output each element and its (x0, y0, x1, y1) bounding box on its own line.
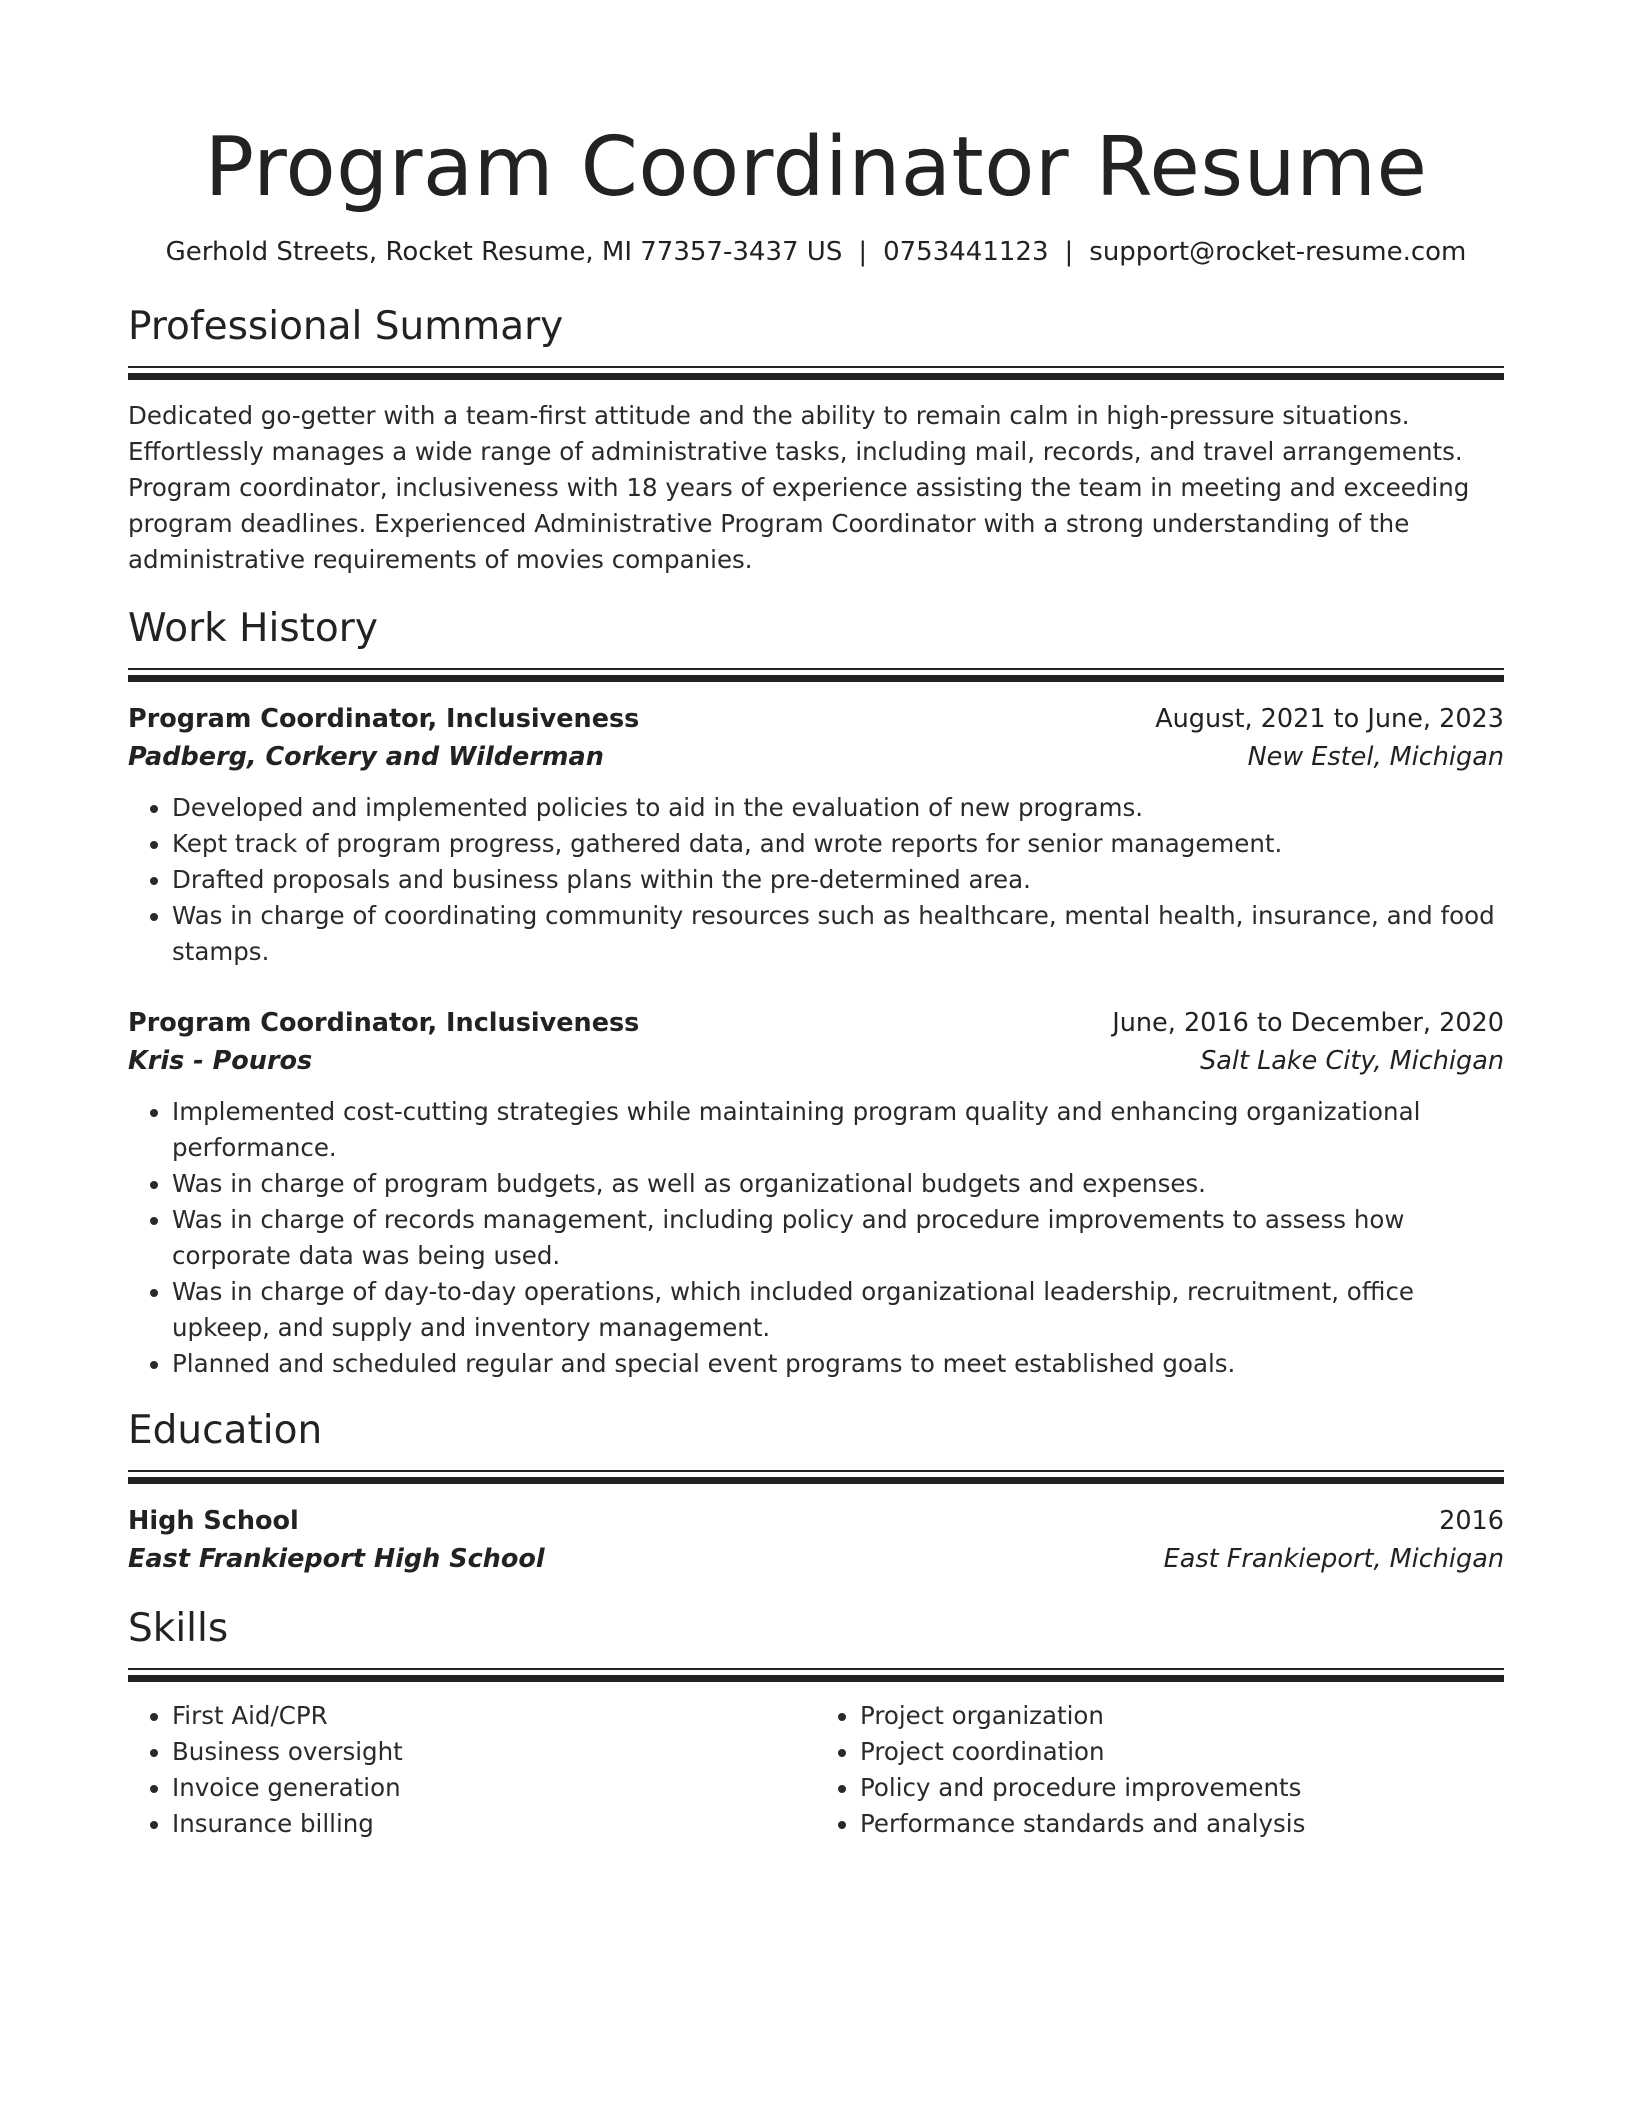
job-title: Program Coordinator, Inclusiveness (128, 704, 640, 734)
skill-item: • Project coordination (860, 1734, 1504, 1770)
job-dates: June, 2016 to December, 2020 (1112, 1008, 1504, 1038)
skills-section (128, 1604, 1504, 1842)
skill-item: • Policy and procedure improvements (860, 1770, 1504, 1806)
education-year: 2016 (1439, 1506, 1504, 1536)
page-title: Program Coordinator Resume (204, 120, 1428, 215)
skills-grid (128, 1698, 1504, 1842)
skills-list (128, 1698, 816, 1842)
education-section (128, 1406, 1504, 1578)
job-employer-row (128, 738, 1504, 776)
section-heading-summary: Professional Summary (128, 304, 564, 349)
skill-item: • Invoice generation (172, 1770, 816, 1806)
skill-item: • Project organization (860, 1698, 1504, 1734)
section-heading-work: Work History (128, 606, 378, 651)
contact-separator: | (1064, 237, 1074, 267)
job-bullet: • Was in charge of program budgets, as well as organizational budgets and expenses. (172, 1166, 1504, 1202)
contact-phone: 0753441123 (883, 237, 1049, 267)
job-bullet: • Was in charge of day-to-day operations, which included organizational leadership, recruitment, office upkeep, and supply and inventory management. (172, 1274, 1504, 1346)
resume-page (128, 0, 1504, 1842)
section-heading-skills: Skills (128, 1606, 229, 1651)
summary-text: Dedicated go-getter with a team-first attitude and the ability to remain calm in high-pressure situations. Effortlessly manages a wide range of administrative tasks, including mail, records, and travel arrangements. Program coordinator, inclusiveness with 18 years of experience assisting the team in meeting and exceeding program deadlines. Experienced Administrative Program Coordinator with a strong understanding of the administrative requirements of movies companies. (128, 401, 1470, 574)
skills-list (816, 1698, 1504, 1842)
job-entry (128, 700, 1504, 970)
job-bullet-list (128, 1094, 1504, 1382)
job-bullet: • Developed and implemented policies to aid in the evaluation of new programs. (172, 790, 1504, 826)
section-divider (128, 668, 1504, 682)
job-location: New Estel, Michigan (1247, 742, 1504, 772)
job-employer: Padberg, Corkery and Wilderman (128, 742, 604, 772)
contact-address: Gerhold Streets, Rocket Resume, MI 77357-3437 US (165, 237, 843, 267)
job-bullet: • Implemented cost-cutting strategies while maintaining program quality and enhancing organizational performance. (172, 1094, 1504, 1166)
professional-summary-section (128, 302, 1504, 578)
education-school: East Frankieport High School (128, 1544, 545, 1574)
job-entry (128, 1004, 1504, 1382)
skills-column-left (128, 1698, 816, 1842)
skill-item: • Insurance billing (172, 1806, 816, 1842)
contact-separator: | (858, 237, 868, 267)
section-divider (128, 1470, 1504, 1484)
job-bullet: • Kept track of program progress, gathered data, and wrote reports for senior management. (172, 826, 1504, 862)
job-bullet: • Was in charge of records management, including policy and procedure improvements to assess how corporate data was being used. (172, 1202, 1504, 1274)
job-employer-row (128, 1042, 1504, 1080)
job-bullet-list (128, 790, 1504, 970)
job-title: Program Coordinator, Inclusiveness (128, 1008, 640, 1038)
contact-email: support@rocket-resume.com (1089, 237, 1467, 267)
job-bullet: • Was in charge of coordinating community resources such as healthcare, mental health, insurance, and food stamps. (172, 898, 1504, 970)
section-heading-education: Education (128, 1408, 323, 1453)
job-header-row (128, 700, 1504, 738)
work-history-section (128, 604, 1504, 1382)
job-bullet: • Planned and scheduled regular and special event programs to meet established goals. (172, 1346, 1504, 1382)
education-degree: High School (128, 1506, 299, 1536)
education-location: East Frankieport, Michigan (1163, 1544, 1504, 1574)
contact-line (128, 234, 1504, 270)
job-dates: August, 2021 to June, 2023 (1155, 704, 1504, 734)
skill-item: • Business oversight (172, 1734, 816, 1770)
section-divider (128, 366, 1504, 380)
job-location: Salt Lake City, Michigan (1200, 1046, 1504, 1076)
job-employer: Kris - Pouros (128, 1046, 313, 1076)
skill-item: • First Aid/CPR (172, 1698, 816, 1734)
job-header-row (128, 1004, 1504, 1042)
education-school-row (128, 1540, 1504, 1578)
education-header-row (128, 1502, 1504, 1540)
skill-item: • Performance standards and analysis (860, 1806, 1504, 1842)
education-entry (128, 1502, 1504, 1578)
job-bullet: • Drafted proposals and business plans within the pre-determined area. (172, 862, 1504, 898)
section-divider (128, 1668, 1504, 1682)
skills-column-right (816, 1698, 1504, 1842)
